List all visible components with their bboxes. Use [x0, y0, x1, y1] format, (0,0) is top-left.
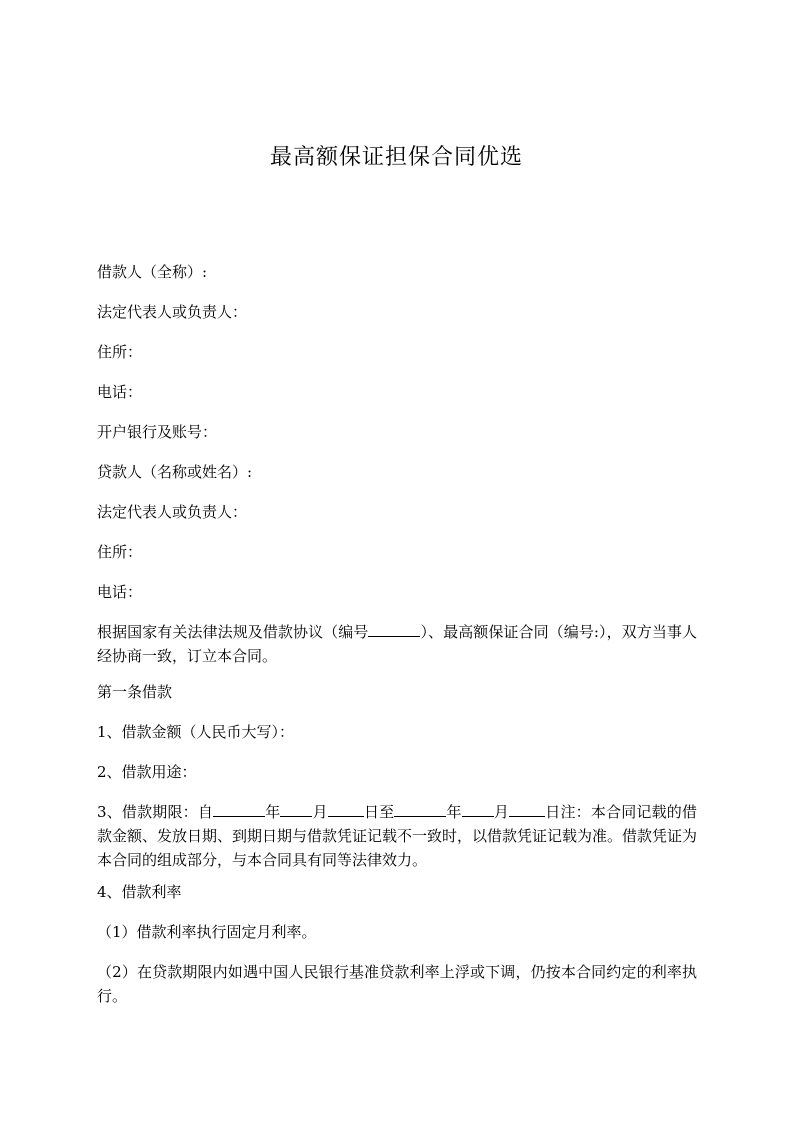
document-title: 最高额保证担保合同优选: [269, 145, 523, 170]
intro-paragraph: [97, 620, 697, 668]
start-year-label: 年: [265, 803, 281, 821]
loan-term-note: 日注：本合同记载的借款金额、发放日期、到期日期与借款凭证记载不一致时，以借款凭证记载为准。借款凭证为本合同的组成部分，与本合同具有同等法律效力。: [97, 803, 698, 869]
start-month-label: 月: [312, 803, 328, 821]
start-year-blank: [213, 802, 265, 817]
contract-number-blank: [368, 622, 420, 637]
start-month-blank: [280, 802, 312, 817]
start-day-label: 日至: [363, 803, 395, 821]
start-day-blank: [328, 802, 364, 817]
intro-text-part1: 根据国家有关法律法规及借款协议（编号: [97, 623, 369, 641]
article1-heading: 第一条借款: [97, 683, 173, 701]
interest-rate-sub1: （1）借款利率执行固定月利率。: [97, 923, 317, 941]
field-lender-name: 贷款人（名称或姓名）:: [97, 463, 253, 481]
field-lender-phone: 电话：: [97, 583, 143, 601]
field-borrower-address: 住所：: [97, 343, 143, 361]
field-lender-address: 住所：: [97, 543, 143, 561]
loan-term-paragraph: [97, 800, 697, 872]
field-lender-representative: 法定代表人或负责人：: [97, 503, 248, 521]
loan-amount-item: 1、借款金额（人民币大写）：: [97, 723, 295, 741]
end-year-label: 年: [446, 803, 462, 821]
end-month-label: 月: [493, 803, 510, 821]
end-day-blank: [509, 802, 545, 817]
field-borrower-phone: 电话：: [97, 383, 143, 401]
field-borrower-representative: 法定代表人或负责人：: [97, 303, 248, 321]
interest-rate-sub2: （2）在贷款期限内如遇中国人民银行基准贷款利率上浮或下调，仍按本合同约定的利率执行。: [97, 963, 697, 1005]
intro-text-part2: ）、最高额保证合同（编号:），双方当事人经协商一致，订立本合同。: [97, 623, 697, 665]
end-year-blank: [394, 802, 446, 817]
loan-term-prefix: 3、借款期限：自: [97, 803, 214, 821]
end-month-blank: [462, 802, 494, 817]
field-borrower-bank-account: 开户银行及账号：: [97, 423, 218, 441]
field-borrower-name: 借款人（全称）:: [97, 263, 208, 281]
loan-purpose-item: 2、借款用途：: [97, 763, 197, 781]
interest-rate-item: 4、借款利率: [97, 883, 182, 901]
